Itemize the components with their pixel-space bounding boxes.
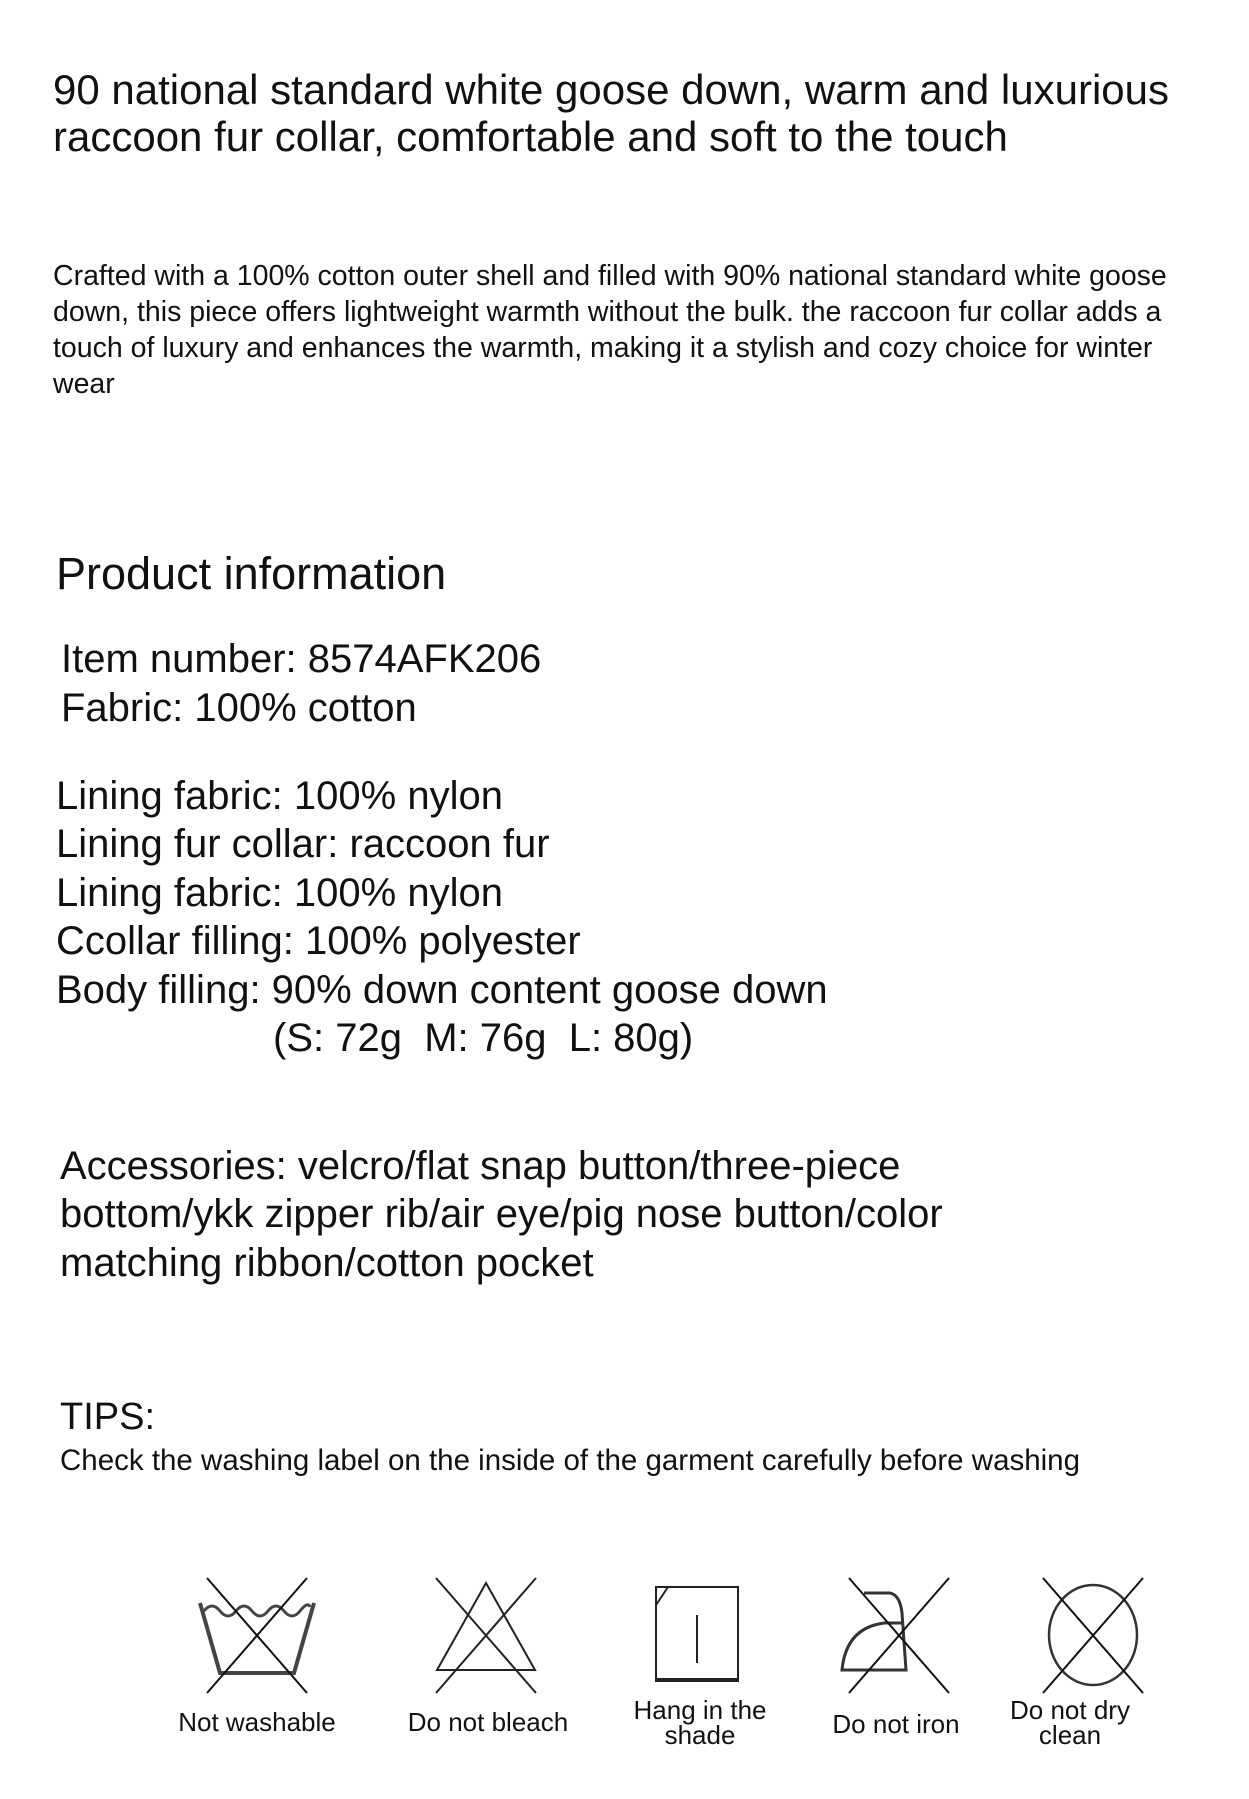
care-label: Not washable <box>178 1707 336 1737</box>
accessories-line: bottom/ykk zipper rib/air eye/pig nose button/color <box>60 1192 943 1236</box>
filling-weights: (S: 72g M: 76g L: 80g) <box>273 1016 694 1060</box>
tips-text: Check the washing label on the inside of the garment carefully before washing <box>60 1444 1080 1477</box>
item-number: Item number: 8574AFK206 <box>61 637 542 681</box>
do-not-iron-icon <box>834 1573 964 1698</box>
accessories-line: matching ribbon/cotton pocket <box>60 1241 594 1285</box>
do-not-dry-clean-icon <box>1028 1573 1158 1698</box>
tips-heading: TIPS: <box>60 1396 156 1438</box>
material-line: Lining fabric: 100% nylon <box>56 774 503 818</box>
do-not-bleach-icon <box>421 1573 551 1698</box>
intro-paragraph: Crafted with a 100% cotton outer shell and filled with 90% national standard white goose down, this piece offers lightweight warmth without the bulk. the raccoon fur collar adds a touch of luxury and enhances the warmth, making it a stylish and cozy choice for winter wear <box>53 260 1167 400</box>
fabric: Fabric: 100% cotton <box>61 686 417 730</box>
care-label: Do not dry clean <box>1010 1695 1130 1750</box>
care-label: Do not iron <box>832 1709 960 1739</box>
headline: 90 national standard white goose down, warm and luxurious raccoon fur collar, comfortable and soft to the touch <box>53 66 1170 160</box>
material-line: Ccollar filling: 100% polyester <box>56 919 581 963</box>
accessories-line: Accessories: velcro/flat snap button/three-piece <box>60 1144 901 1188</box>
material-line: Lining fur collar: raccoon fur <box>56 822 550 866</box>
care-label: Do not bleach <box>407 1707 569 1737</box>
material-line: Body filling: 90% down content goose down <box>56 968 828 1012</box>
care-label: Hang in the shade <box>633 1695 767 1750</box>
not-washable-icon <box>192 1573 322 1698</box>
product-info-heading: Product information <box>56 548 447 599</box>
material-line: Lining fabric: 100% nylon <box>56 871 503 915</box>
hang-in-shade-icon <box>634 1573 764 1698</box>
